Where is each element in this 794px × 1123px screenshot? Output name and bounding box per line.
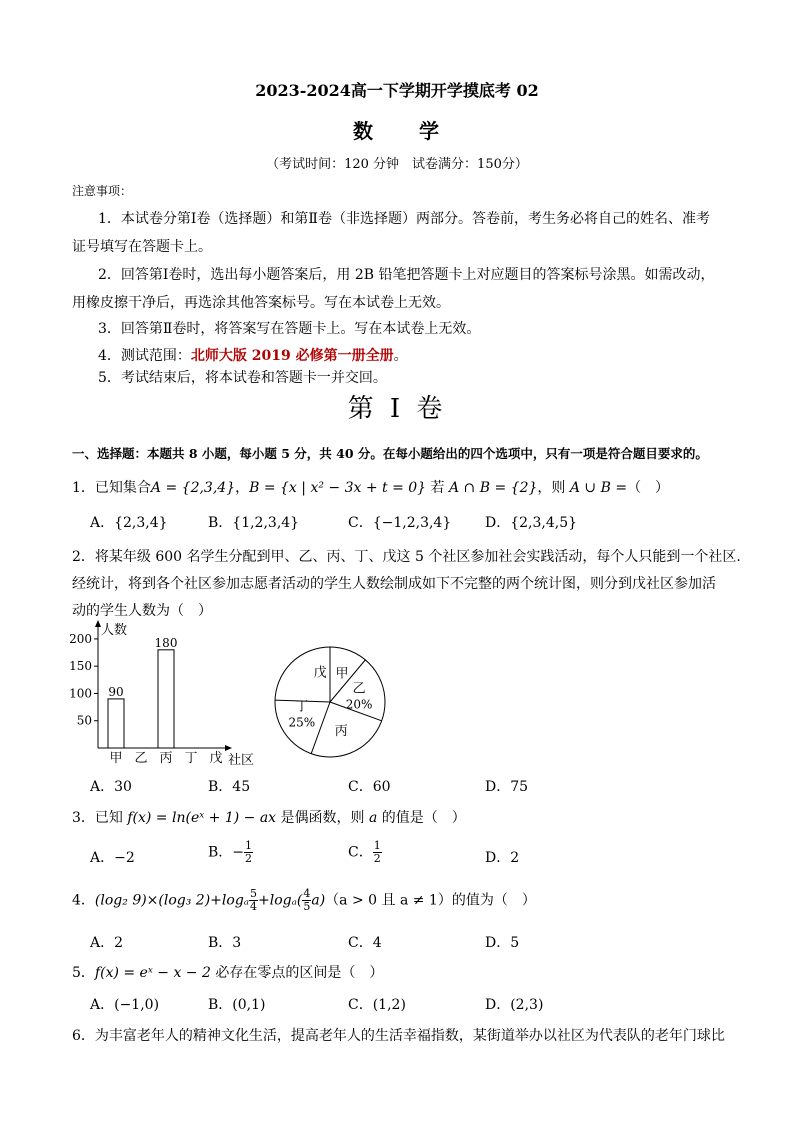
notice-item-4-prefix: 4．测试范围： [98,348,191,364]
x-category-戊: 戊 [209,751,223,766]
subject-char-1: 数 [353,119,375,143]
x-category-丙: 丙 [159,751,173,766]
bar-丙 [158,650,174,748]
q4-frac1-den: 4 [250,900,258,913]
q5-function: f(x) = eˣ − x − 2 [94,965,211,981]
q4-fraction-2 [302,888,311,913]
q5-option-b[interactable]: B．(0,1) [208,997,266,1013]
q3-prefix: 3．已知 [72,810,128,826]
q3-var: a [368,810,378,826]
pie-percent-丁: 25% [288,715,316,730]
pie-percent-乙: 20% [345,697,373,712]
y-tick-label-200: 200 [69,631,92,646]
question-6-line-1: 6．为丰富老年人的精神文化生活，提高老年人的生活幸福指数，某街道举办以社区为代表队的老年门球比 [72,1028,725,1044]
q4-option-b[interactable]: B．3 [208,935,242,951]
q3-option-b-num: 1 [245,839,253,852]
bar-甲 [108,699,124,748]
pie-label-乙: 乙 [352,681,366,697]
q4-option-a[interactable]: A．2 [90,935,124,951]
q2-option-d[interactable]: D．75 [485,779,529,795]
test-range: 北师大版 2019 必修第一册全册 [190,348,394,364]
q4-condition: （a > 0 且 a ≠ 1） [325,892,452,909]
q1-ask-prefix: ，则 [537,480,570,496]
q1-set-b: B = {x | x² − 3x + t = 0} [249,480,427,496]
q3-option-b-label: B．− [208,844,245,861]
q1-cond-prefix: 若 [426,480,449,496]
q1-option-a[interactable]: A．{2,3,4} [90,515,168,531]
x-category-甲: 甲 [109,751,123,766]
q1-condition: A ∩ B = {2} [449,480,538,496]
notice-item-4-suffix: 。 [393,348,408,364]
q2-option-b[interactable]: B．45 [208,779,251,795]
notice-heading: 注意事项： [72,184,133,198]
q3-option-c-label: C． [348,844,373,861]
notice-item-3: 3．回答第Ⅱ卷时，将答案写在答题卡上。写在本试卷上无效。 [98,321,481,337]
q1-option-b[interactable]: B．{1,2,3,4} [208,515,300,531]
x-category-乙: 乙 [134,751,148,766]
question-4-stem [72,888,536,913]
q3-option-b-fraction [244,840,253,865]
q5-option-d[interactable]: D．(2,3) [485,997,544,1013]
volume-title: 第 I 卷 [347,394,447,424]
q4-frac2-num: 4 [303,887,311,900]
q4-expr-1: (log₂ 9)×(log₃ 2)+logₐ [94,892,250,909]
bar-chart-xlabel: 社区 [228,753,255,768]
subject-char-2: 学 [419,119,441,143]
section-heading: 一、选择题：本题共 8 小题，每小题 5 分，共 40 分。在每小题给出的四个选项中，只有一项是符合题目要求的。 [72,446,708,461]
x-category-丁: 丁 [184,751,198,766]
notice-item-1-line-2: 证号填写在答题卡上。 [72,239,212,255]
question-3-stem [72,807,466,827]
bar-data-label-丙: 180 [154,635,178,650]
bar-chart-x-arrow [225,745,232,751]
q5-option-c[interactable]: C．(1,2) [348,997,406,1013]
q4-option-d[interactable]: D．5 [485,935,520,951]
q4-expr-3: a) [311,892,326,909]
q1-prefix: 1．已知集合 [72,480,151,496]
notice-item-2-line-2: 用橡皮擦干净后，再选涂其他答案标号。写在本试卷上无效。 [72,295,450,311]
q3-option-d[interactable]: D．2 [485,850,520,866]
q3-option-b[interactable] [208,840,253,865]
q4-expr-2: +logₐ( [258,892,303,909]
y-tick-label-150: 150 [69,659,92,674]
q4-option-c[interactable]: C．4 [348,935,382,951]
pie-chart [270,642,390,762]
q3-option-c-den: 2 [373,852,381,865]
q2-option-c[interactable]: C．60 [348,779,391,795]
notice-item-2-line-1: 2．回答第Ⅰ卷时，选出每小题答案后，用 2B 铅笔把答题卡上对应题目的答案标号涂黑。如需改动， [98,267,715,283]
q3-option-a[interactable]: A．−2 [90,850,135,866]
notice-item-1-line-1: 1．本试卷分第Ⅰ卷（选择题）和第Ⅱ卷（非选择题）两部分。答卷前，考生务必将自己的姓名、准考 [98,211,710,227]
q1-tail: （ ） [627,480,670,496]
question-2-line-3: 动的学生人数为（ ） [72,603,212,619]
bar-chart-ylabel: 人数 [101,623,128,638]
q3-option-c-num: 1 [373,839,381,852]
exam-title: 2023-2024高一下学期开学摸底考 02 [255,81,539,100]
q5-tail: 必存在零点的区间是（ ） [210,965,384,981]
q2-option-a[interactable]: A．30 [90,779,132,795]
exam-time-info: （考试时间：120 分钟 试卷满分：150分） [266,157,528,172]
y-tick-label-100: 100 [69,686,92,701]
q3-option-b-den: 2 [245,852,253,865]
q3-option-c-fraction [373,840,382,865]
q4-frac1-num: 5 [250,887,258,900]
q5-option-a[interactable]: A．(−1,0) [90,997,160,1013]
q3-option-c[interactable] [348,840,382,865]
q1-sep: ， [235,480,250,496]
q4-prefix: 4． [72,892,95,909]
q1-option-c[interactable]: C．{−1,2,3,4} [348,515,452,531]
pie-label-丁: 丁 [295,699,309,715]
q4-fraction-1 [249,888,258,913]
q1-ask: A ∪ B = [569,480,628,496]
pie-label-戊: 戊 [313,665,327,681]
notice-item-5: 5．考试结束后，将本试卷和答题卡一并交回。 [98,370,387,386]
pie-label-丙: 丙 [334,723,348,739]
subject-title [0,115,794,144]
question-5-stem [72,962,383,982]
bar-data-label-甲: 90 [108,684,124,699]
q1-option-d[interactable]: D．{2,3,4,5} [485,515,578,531]
q4-tail: 的值为（ ） [451,892,536,909]
q3-mid: 是偶函数，则 [276,810,369,826]
bar-chart [68,618,268,770]
y-tick-label-50: 50 [76,713,92,728]
q4-frac2-den: 5 [303,900,311,913]
q3-function: f(x) = ln(eˣ + 1) − ax [127,810,277,826]
pie-label-甲: 甲 [335,666,349,682]
question-1-stem [72,477,669,497]
question-2-line-2: 经统计，将到各个社区参加志愿者活动的学生人数绘制成如下不完整的两个统计图，则分到戊社区参加活 [72,576,716,592]
q5-prefix: 5． [72,965,95,981]
q3-tail: 的值是（ ） [377,810,466,826]
question-2-line-1: 2．将某年级 600 名学生分配到甲、乙、丙、丁、戊这 5 个社区参加社会实践活动，每个人只能到一个社区. [72,549,741,565]
notice-item-4 [98,345,408,365]
q1-set-a: A = {2,3,4} [150,480,236,496]
